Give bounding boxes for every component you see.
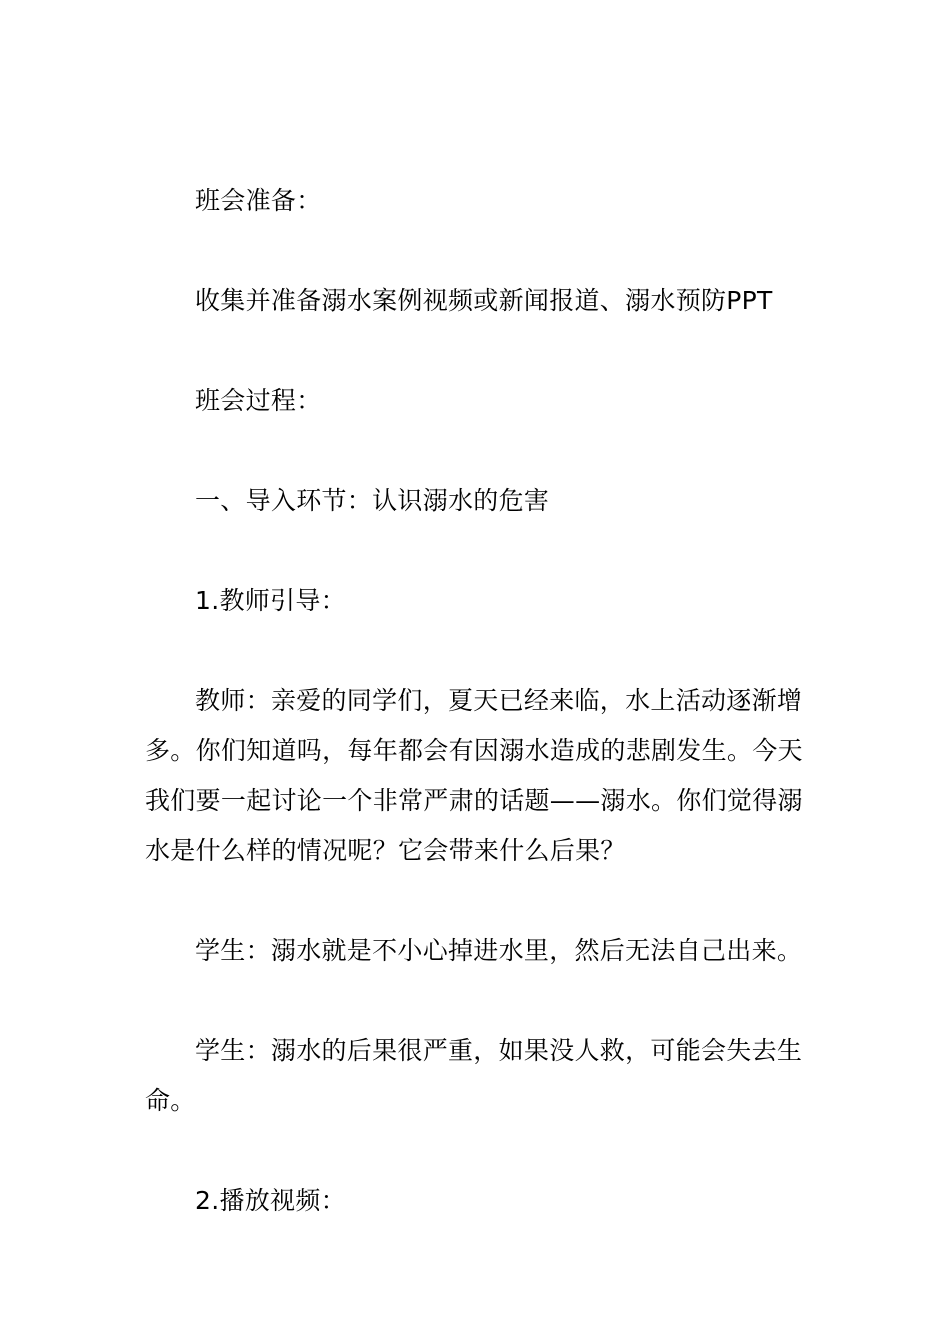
student-dialogue-2: 学生：溺水的后果很严重，如果没人救，可能会失去生命。 xyxy=(145,1036,803,1115)
section-heading-preparation: 班会准备： xyxy=(195,186,322,215)
document-body xyxy=(145,176,807,1276)
step-one-heading: 1.教师引导： xyxy=(195,586,346,615)
teacher-dialogue: 教师：亲爱的同学们，夏天已经来临，水上活动逐渐增多。你们知道吗，每年都会有因溺水造成的悲剧发生。今天我们要一起讨论一个非常严肃的话题——溺水。你们觉得溺水是什么样的情况呢？它会带来什么后果？ xyxy=(145,686,803,865)
part-one-heading: 一、导入环节：认识溺水的危害 xyxy=(195,486,550,515)
preparation-materials: 收集并准备溺水案例视频或新闻报道、溺水预防PPT xyxy=(195,286,773,315)
section-heading-process: 班会过程： xyxy=(195,386,322,415)
step-two-heading: 2.播放视频： xyxy=(195,1186,346,1215)
student-dialogue-1: 学生：溺水就是不小心掉进水里，然后无法自己出来。 xyxy=(195,936,803,965)
